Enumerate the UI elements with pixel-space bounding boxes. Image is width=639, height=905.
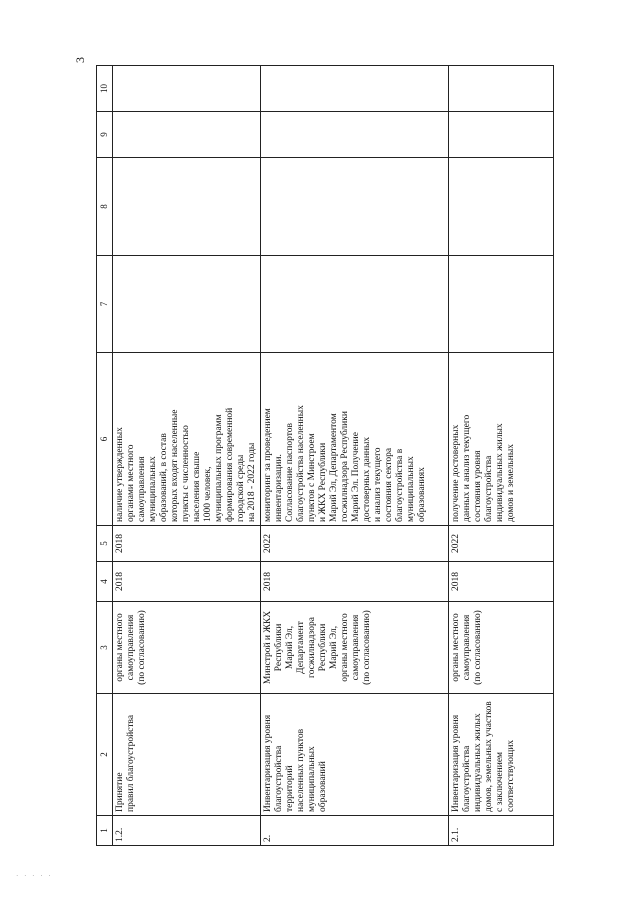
table-row: [261, 66, 449, 846]
empty-cell: [449, 66, 554, 112]
column-header: 8: [97, 158, 113, 256]
rotated-table-wrapper: [96, 66, 551, 846]
empty-cell: [449, 112, 554, 158]
empty-cell: [113, 158, 261, 256]
table-row: [449, 66, 554, 846]
column-header: 4: [97, 562, 113, 602]
end-year: 2022: [449, 526, 554, 562]
header-row: [97, 66, 113, 846]
empty-cell: [261, 112, 449, 158]
column-header: 9: [97, 112, 113, 158]
expected-result: мониторинг за проведением инвентаризации. Согласование паспортов благоустройства населенных пунктов с Минстроем и ЖКХ Республики Марий Эл, Департаментом госжилнадзора Республики Марий Эл. Получение достоверных данных и анализ текущего состояния сектора благоустройства в муниципальных образованиях: [261, 353, 449, 526]
empty-cell: [449, 256, 554, 353]
empty-cell: [261, 158, 449, 256]
column-header: 10: [97, 66, 113, 112]
row-number: 2.: [261, 816, 449, 846]
empty-cell: [113, 66, 261, 112]
end-year: 2022: [261, 526, 449, 562]
activity-name: Инвентаризация уровня благоустройства территорий населенных пунктов муниципальных образований: [261, 694, 449, 816]
activity-name: Инвентаризация уровня благоустройства индивидуальных жилых домов, земельных участков с заключением соответствующих: [449, 694, 554, 816]
page-number: 3: [73, 57, 87, 63]
start-year: 2018: [261, 562, 449, 602]
column-header: 7: [97, 256, 113, 353]
plan-table: [96, 65, 554, 846]
empty-cell: [261, 256, 449, 353]
empty-cell: [449, 158, 554, 256]
start-year: 2018: [449, 562, 554, 602]
empty-cell: [113, 112, 261, 158]
empty-cell: [113, 256, 261, 353]
column-header: 3: [97, 602, 113, 694]
end-year: 2018: [113, 526, 261, 562]
column-header: 6: [97, 353, 113, 526]
activity-name: Принятие правил благоустройства: [113, 694, 261, 816]
executor: Минстрой и ЖКХ Республики Марий Эл, Департамент госжилнадзора Республики Марий Эл, органы местного самоуправления (по согласованию): [261, 602, 449, 694]
executor: органы местного самоуправления (по согласованию): [113, 602, 261, 694]
column-header: 5: [97, 526, 113, 562]
expected-result: наличие утвержденных органами местного самоуправления муниципальных образований, в состав которых входят населенные пункты с численностью населения свыше 1000 человек, муниципальных программ формирования современной городской среды на 2018 - 2022 годы: [113, 353, 261, 526]
scan-artifact: · · · · ·: [16, 872, 53, 880]
table-row: [113, 66, 261, 846]
start-year: 2018: [113, 562, 261, 602]
row-number: 2.1.: [449, 816, 554, 846]
column-header: 2: [97, 694, 113, 816]
row-number: 1.2.: [113, 816, 261, 846]
expected-result: получение достоверных данных и анализ текущего состояния уровня благоустройства индивидуальных жилых домов и земельных: [449, 353, 554, 526]
executor: органы местного самоуправления (по согласованию): [449, 602, 554, 694]
empty-cell: [261, 66, 449, 112]
column-header: 1: [97, 816, 113, 846]
